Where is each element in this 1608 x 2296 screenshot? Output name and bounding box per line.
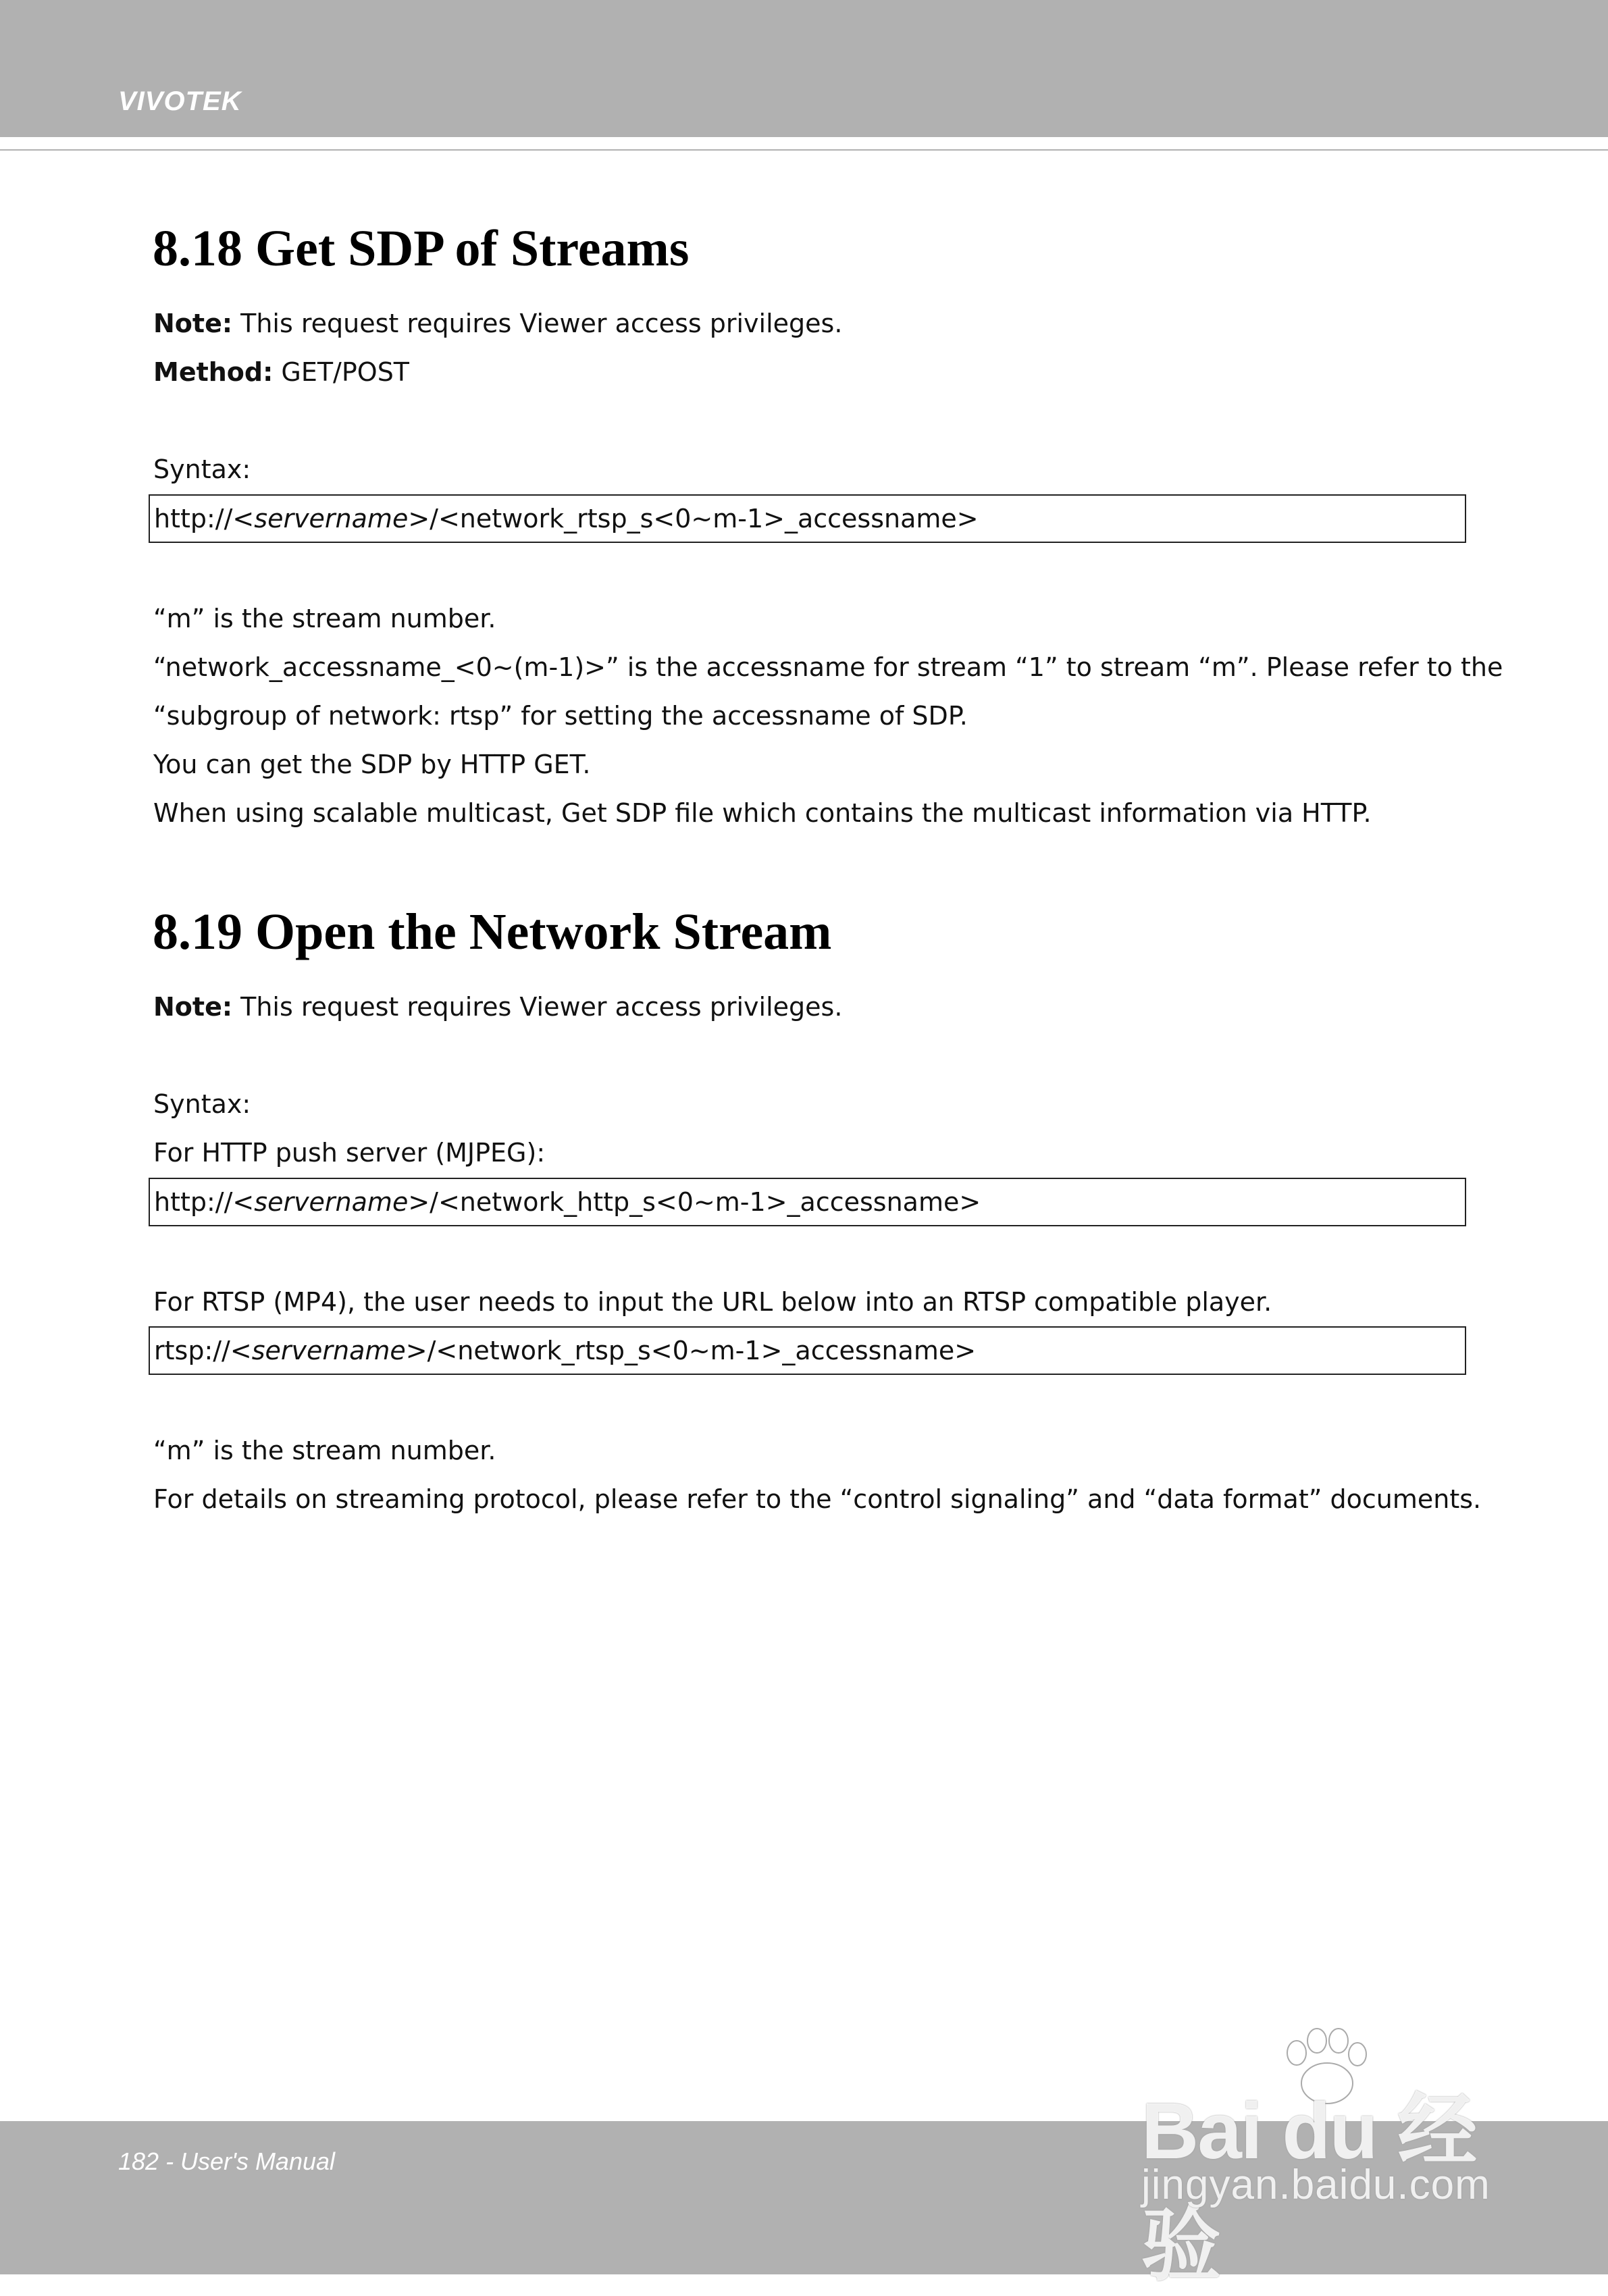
- syntax-box-sdp: [149, 494, 1466, 543]
- paragraph-line: You can get the SDP by HTTP GET.: [153, 750, 591, 779]
- syntax-suffix: >/<network_rtsp_s<0~m-1>_accessname>: [405, 1336, 977, 1365]
- syntax-suffix: >/<network_rtsp_s<0~m-1>_accessname>: [408, 504, 979, 533]
- paragraph-line: When using scalable multicast, Get SDP file which contains the multicast information via HTTP.: [153, 798, 1372, 828]
- syntax-servername: servername: [251, 1336, 406, 1365]
- method-text: GET/POST: [273, 357, 410, 387]
- paragraph-line: “m” is the stream number.: [153, 604, 496, 633]
- rtsp-label: For RTSP (MP4), the user needs to input the URL below into an RTSP compatible player.: [153, 1287, 1272, 1317]
- watermark-url: jingyan.baidu.com: [1141, 2162, 1490, 2208]
- header-divider: [0, 149, 1608, 151]
- syntax-suffix: >/<network_http_s<0~m-1>_accessname>: [408, 1187, 981, 1217]
- section-title-8-18: 8.18 Get SDP of Streams: [153, 220, 690, 277]
- paragraph-line: For details on streaming protocol, please refer to the “control signaling” and “data format” documents.: [153, 1484, 1482, 1514]
- syntax-prefix: rtsp://<: [154, 1336, 252, 1365]
- syntax-box-rtsp: [149, 1326, 1466, 1375]
- syntax-label: Syntax:: [153, 454, 251, 484]
- paragraph-line: “subgroup of network: rtsp” for setting the accessname of SDP.: [153, 701, 968, 731]
- watermark-logo: Bai du 经验: [1141, 2087, 1476, 2291]
- method-label: Method:: [153, 357, 274, 387]
- method-line: [153, 356, 409, 388]
- syntax-servername: servername: [254, 504, 409, 533]
- note-line: [153, 307, 842, 340]
- section-title-8-19: 8.19 Open the Network Stream: [153, 904, 832, 960]
- syntax-servername: servername: [254, 1187, 409, 1217]
- syntax-label: Syntax:: [153, 1089, 251, 1119]
- page-number: 182 - User's Manual: [118, 2147, 336, 2175]
- paragraph-line: “network_accessname_<0~(m-1)>” is the accessname for stream “1” to stream “m”. Please refer to the: [153, 652, 1503, 682]
- syntax-prefix: http://<: [154, 504, 255, 533]
- paragraph-line: “m” is the stream number.: [153, 1436, 496, 1465]
- note-line: [153, 991, 842, 1023]
- baidu-watermark: [1141, 2026, 1520, 2291]
- brand-logo: VIVOTEK: [118, 86, 242, 116]
- note-text: This request requires Viewer access privileges.: [232, 309, 843, 338]
- note-label: Note:: [153, 992, 233, 1022]
- syntax-box-http: [149, 1178, 1466, 1226]
- http-push-label: For HTTP push server (MJPEG):: [153, 1138, 546, 1168]
- note-label: Note:: [153, 309, 233, 338]
- note-text: This request requires Viewer access privileges.: [232, 992, 843, 1022]
- syntax-prefix: http://<: [154, 1187, 255, 1217]
